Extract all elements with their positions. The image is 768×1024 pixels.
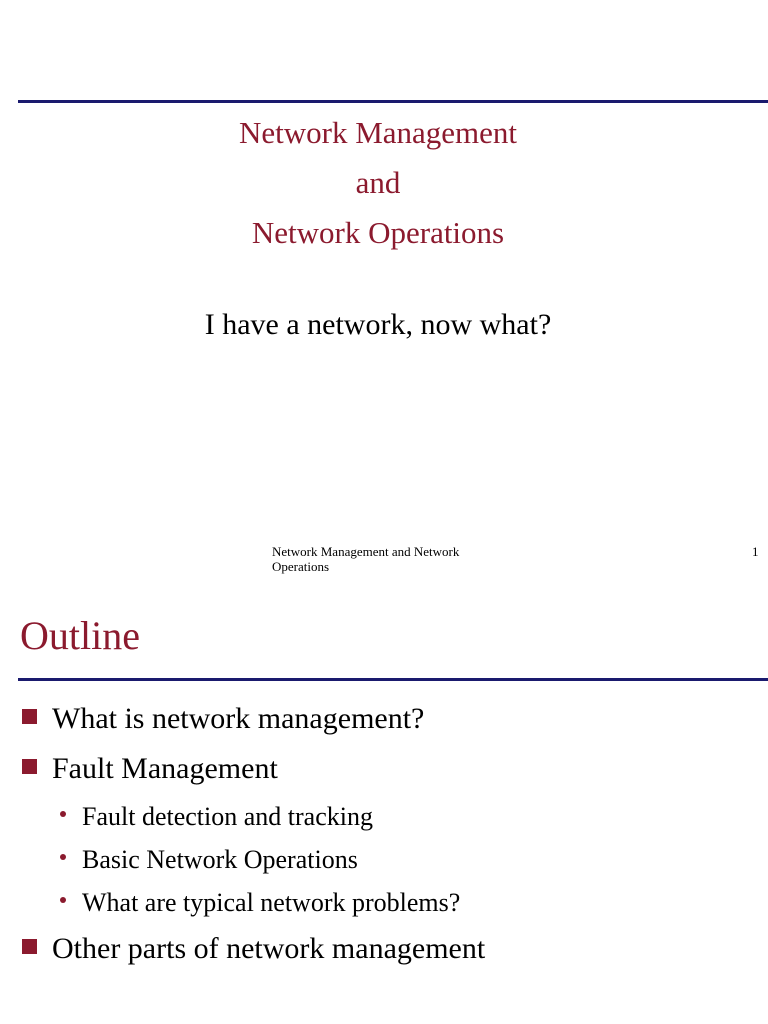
sub-bullet-item	[60, 845, 358, 875]
footer-line-2: Operations	[272, 559, 330, 574]
bullet-text: Other parts of network management	[52, 932, 486, 965]
page-number: 1	[752, 544, 759, 559]
bullet-item	[22, 702, 424, 736]
square-bullet-icon	[22, 939, 37, 954]
footer-line-1: Network Management and Network	[272, 544, 460, 559]
slide-subtitle: I have a network, now what?	[204, 308, 552, 341]
square-bullet-icon	[22, 759, 37, 774]
bullet-item	[22, 932, 485, 966]
title-rule	[18, 100, 768, 103]
dot-bullet-icon	[60, 854, 66, 860]
slide-footer	[272, 544, 512, 574]
square-bullet-icon	[22, 709, 37, 724]
bullet-text: Basic Network Operations	[82, 845, 358, 874]
bullet-text: Fault Management	[52, 752, 278, 785]
sub-bullet-item	[60, 802, 373, 832]
dot-bullet-icon	[60, 897, 66, 903]
bullet-text: What are typical network problems?	[82, 888, 461, 917]
slide-2	[0, 590, 768, 1024]
dot-bullet-icon	[60, 811, 66, 817]
title-line-3: Network Operations	[251, 215, 505, 250]
bullet-text: What is network management?	[52, 702, 425, 735]
title-rule	[18, 678, 768, 681]
slide-title	[0, 108, 756, 258]
sub-bullet-item	[60, 888, 460, 918]
bullet-item	[22, 752, 278, 786]
outline-title: Outline	[20, 613, 140, 658]
bullet-text: Fault detection and tracking	[82, 802, 373, 831]
title-line-2: and	[355, 165, 401, 200]
title-line-1: Network Management	[238, 115, 518, 150]
